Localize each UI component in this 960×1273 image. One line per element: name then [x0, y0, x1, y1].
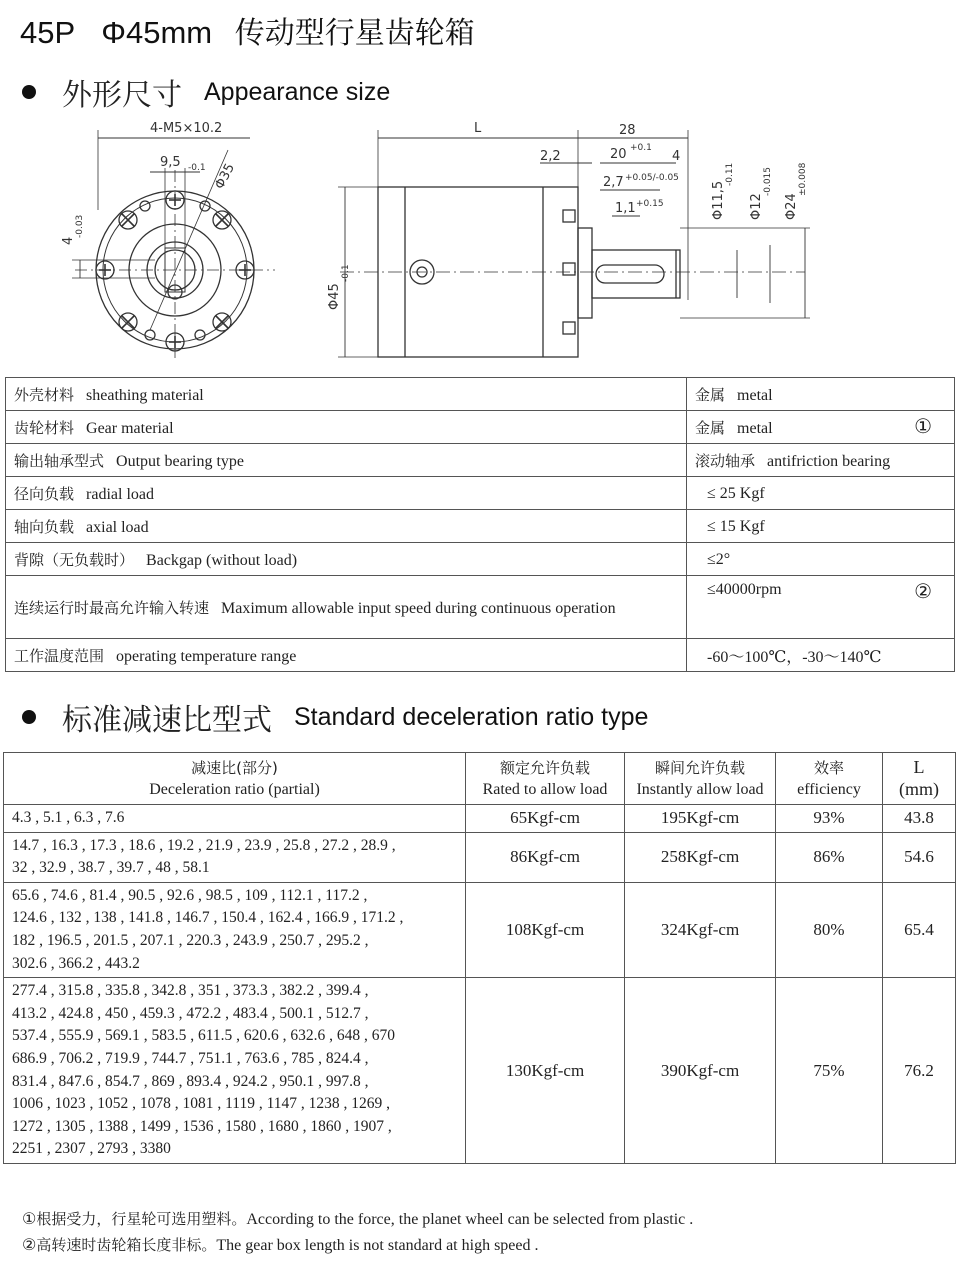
d1-label: Φ11,5 [711, 180, 726, 220]
ratio-line: 14.7 , 16.3 , 17.3 , 18.6 , 19.2 , 21.9 , 23.9 , 25.8 , 27.2 , 28.9 , [12, 836, 396, 854]
instant-load: 258Kgf-cm [625, 832, 776, 882]
ratio-line: 831.4 , 847.6 , 854.7 , 869 , 893.4 , 924.2 , 950.1 , 997.8 , [12, 1072, 369, 1090]
spec-key: 径向负载 radial load [6, 477, 687, 510]
groove-label: 2,7 [603, 175, 624, 190]
spec-key: 输出轴承型式 Output bearing type [6, 444, 687, 477]
note-zh: 高转速时齿轮箱长度非标。 [36, 1236, 217, 1254]
shaft-total-label: 28 [619, 123, 636, 138]
section-appearance-heading [22, 70, 390, 114]
footnote-mark: ② [914, 579, 932, 603]
model-size: Φ45mm [101, 15, 213, 50]
instant-load: 324Kgf-cm [625, 882, 776, 977]
spec-value: 滚动轴承 antifriction bearing [687, 444, 955, 477]
ratio-line: 124.6 , 132 , 138 , 141.8 , 146.7 , 150.4 , 162.4 , 166.9 , 171.2 , [12, 909, 404, 927]
length: 43.8 [883, 805, 956, 833]
header-efficiency: 效率 efficiency [776, 753, 883, 805]
ratio-line: 4.3 , 5.1 , 6.3 , 7.6 [12, 809, 125, 826]
ratio-table [3, 752, 956, 1164]
shoulder-label: 2,2 [540, 149, 561, 164]
ratio-list [4, 832, 466, 882]
ratio-line: 413.2 , 424.8 , 450 , 459.3 , 472.2 , 483.4 , 500.1 , 512.7 , [12, 1004, 369, 1022]
section-cn-title: 标准减速比型式 [62, 703, 272, 738]
length: 54.6 [883, 832, 956, 882]
instant-load: 195Kgf-cm [625, 805, 776, 833]
ratio-row [4, 832, 956, 882]
section-en-title: Standard deceleration ratio type [294, 702, 649, 731]
efficiency: 80% [776, 882, 883, 977]
body-diameter-label: Φ45 [327, 283, 342, 310]
spec-row [6, 444, 955, 477]
section-ratio-heading [22, 695, 648, 739]
rated-load: 86Kgf-cm [466, 832, 625, 882]
model-name: 45P [20, 15, 75, 50]
dimension-drawing [0, 110, 960, 370]
note-zh: 根据受力，行星轮可选用塑料。 [36, 1210, 247, 1228]
note-mark: ② [22, 1237, 37, 1254]
spec-key: 外壳材料 sheathing material [6, 378, 687, 411]
section-cn-title: 外形尺寸 [62, 78, 182, 113]
ratio-line: 1006 , 1023 , 1052 , 1078 , 1081 , 1119 , 1147 , 1238 , 1269 , [12, 1095, 391, 1113]
pcd-label: Φ35 [212, 161, 239, 192]
holes-dim-label: 4-M5×10.2 [150, 121, 223, 136]
spec-value: ≤ 25 Kgf [687, 477, 955, 510]
d2-label: Φ12 [749, 193, 764, 220]
length-label: L [474, 121, 482, 136]
footnote-mark: ① [914, 414, 932, 438]
spec-key: 工作温度范围 operating temperature range [6, 639, 687, 672]
ratio-line: 65.6 , 74.6 , 81.4 , 90.5 , 92.6 , 98.5 , 109 , 112.1 , 117.2 , [12, 886, 368, 904]
ratio-line: 182 , 196.5 , 201.5 , 207.1 , 220.3 , 243.9 , 250.7 , 295.2 , [12, 931, 369, 949]
ratio-row [4, 805, 956, 833]
spec-value: -60～100℃，-30～140℃ [687, 639, 955, 672]
ratio-row [4, 882, 956, 977]
ratio-line: 537.4 , 555.9 , 569.1 , 583.5 , 611.5 , 620.6 , 632.6 , 648 , 670 [12, 1027, 396, 1045]
instant-load: 390Kgf-cm [625, 978, 776, 1164]
d2-tol: -0.015 [763, 166, 773, 196]
ratio-line: 277.4 , 315.8 , 335.8 , 342.8 , 351 , 373.3 , 382.2 , 399.4 , [12, 982, 369, 1000]
key-width-tol: -0.1 [188, 163, 206, 173]
header-instant: 瞬间允许负载 Instantly allow load [625, 753, 776, 805]
ratio-line: 1272 , 1305 , 1388 , 1499 , 1536 , 1580 , 1680 , 1860 , 1907 , [12, 1117, 392, 1135]
spec-row [6, 378, 955, 411]
flat-tol: -0.03 [75, 214, 85, 238]
spec-row [6, 543, 955, 576]
flat-label: 4 [61, 236, 76, 245]
rated-load: 65Kgf-cm [466, 805, 625, 833]
shaft-len-tol: +0.1 [630, 143, 652, 153]
ratio-line: 2251 , 2307 , 2793 , 3380 [12, 1140, 171, 1158]
note-en: The gear box length is not standard at high speed . [216, 1237, 539, 1254]
spec-row [6, 411, 955, 444]
efficiency: 86% [776, 832, 883, 882]
rated-load: 130Kgf-cm [466, 978, 625, 1164]
header-ratio: 减速比(部分) Deceleration ratio (partial) [4, 753, 466, 805]
ratio-list [4, 978, 466, 1164]
length: 76.2 [883, 978, 956, 1164]
groove-width-tol: +0.15 [636, 199, 664, 209]
d1-tol: -0.11 [725, 162, 735, 186]
groove-width-label: 1,1 [615, 201, 636, 216]
section-en-title: Appearance size [204, 77, 391, 106]
ratio-row [4, 978, 956, 1164]
ratio-line: 302.6 , 366.2 , 443.2 [12, 954, 140, 972]
note-mark: ① [22, 1211, 37, 1228]
note-en: According to the force, the planet wheel can be selected from plastic . [246, 1211, 694, 1228]
spec-key: 齿轮材料 Gear material [6, 411, 687, 444]
spec-value: 金属 metal [687, 378, 955, 411]
length: 65.4 [883, 882, 956, 977]
spec-value: ≤40000rpm ② [687, 576, 955, 639]
spec-row [6, 576, 955, 639]
bullet-icon [22, 85, 36, 99]
body-diameter-tol: -0.1 [341, 264, 351, 282]
ratio-list [4, 805, 466, 833]
spec-table [5, 377, 955, 672]
spec-key: 连续运行时最高允许输入转速 Maximum allowable input speed during continuous operation [6, 576, 687, 639]
ratio-line: 32 , 32.9 , 38.7 , 39.7 , 48 , 58.1 [12, 859, 210, 877]
spec-key: 轴向负载 axial load [6, 510, 687, 543]
bullet-icon [22, 710, 36, 724]
efficiency: 93% [776, 805, 883, 833]
key-offset-label: 4 [672, 149, 681, 164]
spec-row [6, 477, 955, 510]
ratio-list [4, 882, 466, 977]
spec-row [6, 639, 955, 672]
spec-key: 背隙（无负载时） Backgap (without load) [6, 543, 687, 576]
ratio-header-row [4, 753, 956, 805]
header-length: L (mm) [883, 753, 956, 805]
rated-load: 108Kgf-cm [466, 882, 625, 977]
groove-tol: +0.05/-0.05 [625, 173, 679, 183]
d3-label: Φ24 [784, 193, 799, 220]
key-width-label: 9,5 [160, 155, 181, 170]
shaft-len-label: 20 [610, 147, 627, 162]
spec-value: 金属 metal ① [687, 411, 955, 444]
spec-value: ≤ 15 Kgf [687, 510, 955, 543]
page-title [20, 8, 475, 52]
spec-value: ≤2° [687, 543, 955, 576]
d3-tol: ±0.008 [798, 162, 808, 196]
efficiency: 75% [776, 978, 883, 1164]
spec-row [6, 510, 955, 543]
note-1 [22, 1208, 693, 1229]
note-2 [22, 1234, 539, 1255]
model-cn-name: 传动型行星齿轮箱 [234, 16, 475, 51]
header-rated: 额定允许负载 Rated to allow load [466, 753, 625, 805]
ratio-line: 686.9 , 706.2 , 719.9 , 744.7 , 751.1 , 763.6 , 785 , 824.4 , [12, 1049, 369, 1067]
